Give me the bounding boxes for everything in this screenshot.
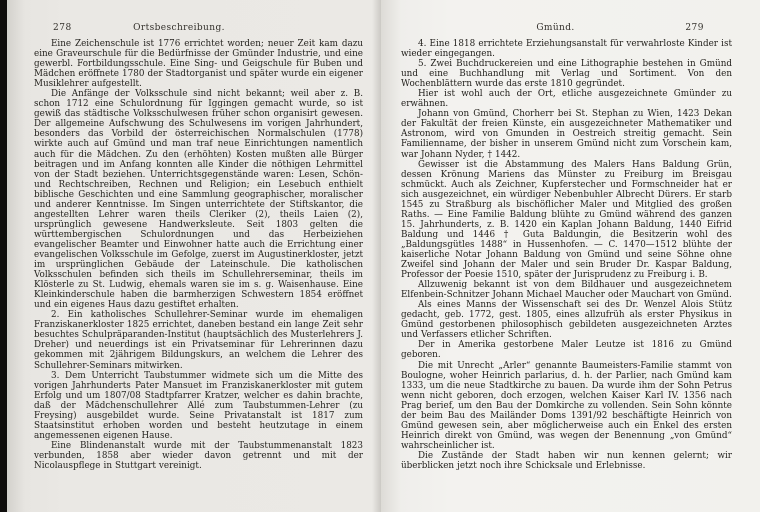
right-page <box>381 0 760 512</box>
book-binding-edge <box>0 0 7 512</box>
paragraph: Die mit Unrecht „Arler“ genannte Baumeisters-Familie stammt von Boulogne, woher Heinrich parlarius, d. h. der Parlier, nach Gmünd kam 1333, um die neue Stadtkirche zu bauen. Da wurde ihm der Sohn Petrus wenn nicht geboren, doch erzogen, welchen Kaiser Karl IV. 1356 nach Prag berief, um den Bau der Domkirche zu vollenden. Sein Sohn könnte der beim Bau des Mailänder Doms 1391/92 beschäftigte Heinrich von Gmünd gewesen sein, aber möglicherweise auch ein Enkel des ersten Heinrich direkt von Gmünd, was wegen der Benennung „von Gmünd“ wahrscheinlicher ist. <box>401 360 732 451</box>
paragraph: Johann von Gmünd, Chorherr bei St. Stephan zu Wien, 1423 Dekan der Fakultät der freien Künste, ein ausgezeichneter Mathematiker und Astronom, wird von Gmunden in Oestreich streitig gemacht. Sein Familienname, der bisher in unserem Gmünd nicht zum Vorschein kam, war Johann Nyder, † 1442. <box>401 109 732 160</box>
left-running-title: Ortsbeschreibung. <box>133 23 225 33</box>
right-running-title: Gmünd. <box>536 23 575 33</box>
paragraph: Eine Zeichenschule ist 1776 errichtet worden; neuer Zeit kam dazu eine Graveurschule für die Bedürfnisse der Gmünder Industrie, und eine gewerbl. Fortbildungsschule. Eine Sing- und Geigschule für Buben und Mädchen eröffnete 1780 der Stadtorganist und später wurde ein eigener Musiklehrer aufgestellt. <box>34 39 363 90</box>
paragraph: Eine Blindenanstalt wurde mit der Taubstummenanstalt 1823 verbunden, 1858 aber wieder davon getrennt und mit der Nicolauspflege in Stuttgart vereinigt. <box>34 440 363 471</box>
paragraph: Die Zustände der Stadt haben wir nun kennen gelernt; wir überblicken jetzt noch ihre Schicksale und Erlebnisse. <box>401 450 732 471</box>
left-page <box>7 0 381 512</box>
right-running-header <box>381 23 760 35</box>
right-page-number: 279 <box>685 23 704 33</box>
paragraph: 5. Zwei Buchdruckereien und eine Lithographie bestehen in Gmünd und eine Buchhandlung mit Verlag und Sortiment. Von den Wochenblättern wurde das erste 1810 gegründet. <box>401 59 732 90</box>
left-page-number: 278 <box>53 23 72 33</box>
paragraph: 3. Dem Unterricht Taubstummer widmete sich um die Mitte des vorigen Jahrhunderts Pater Mansuet im Franziskanerkloster mit gutem Erfolg und um 1807/08 Stadtpfarrer Kratzer, welcher es dahin brachte, daß der Mädchenschullehrer Allé zum Taubstummen-Lehrer (zu Freysing) ausgebildet wurde. Seine Privatanstalt ist 1817 zum Staatsinstitut erhoben worden und besteht heutzutage in einem angemessenen eigenen Hause. <box>34 370 363 441</box>
paragraph: 4. Eine 1818 errichtete Erziehungsanstalt für verwahrloste Kinder ist wieder eingegangen. <box>401 39 732 60</box>
paragraph: Hier ist wohl auch der Ort, etliche ausgezeichnete Gmünder zu erwähnen. <box>401 89 732 110</box>
right-text-block <box>401 39 732 471</box>
paragraph: 2. Ein katholisches Schullehrer-Seminar wurde im ehemaligen Franziskanerkloster 1825 errichtet, daneben bestand ein lange Zeit sehr besuchtes Schulpräparanden-Institut (hauptsächlich des Musterlehrers J. Dreher) und neuerdings ist ein Privatseminar für Lehrerinnen dazu gekommen mit 2jährigem Bildungskurs, an welchem die Lehrer des Schullehrer-Seminars mitwirken. <box>34 310 363 371</box>
paragraph: Gewisser ist die Abstammung des Malers Hans Baldung Grün, dessen Krönung Mariens das Münster zu Freiburg im Breisgau schmückt. Auch als Zeichner, Kupferstecher und Formschneider hat er sich ausgezeichnet, ein würdiger Nebenbuhler Albrecht Dürers. Er starb 1545 zu Straßburg als bischöflicher Maler und Mitglied des großen Raths. — Eine Familie Baldung blühte zu Gmünd während des ganzen 15. Jahrhunderts, z. B. 1420 ein Kaplan Johann Baldung, 1440 Eifrid Baldung und 1446 † Guta Baldungin, die Besitzerin wohl des „Baldungsgütles 1488“ in Hussenhofen. — C. 1470—1512 blühte der kaiserliche Notar Johann Baldung von Gmünd und seine Söhne ohne Zweifel sind Johann der Maler und sein Bruder Dr. Kaspar Baldung, Professor der Poesie 1510, später der Jurisprudenz zu Freiburg i. B. <box>401 159 732 281</box>
paragraph: Die Anfänge der Volksschule sind nicht bekannt; weil aber z. B. schon 1712 eine Schulordnung für Iggingen gemacht wurde, so ist gewiß das städtische Volksschulwesen früher schon organisirt gewesen. Der allgemeine Aufschwung des Schulwesens im vorigen Jahrhundert, besonders das Vorbild der österreichischen Normalschulen (1778) wirkte auch auf Gmünd und man traf neue Einrichtungen namentlich auch für die Mädchen. Zu den (erhöhten) Kosten mußten alle Bürger beitragen und im Anfang konnten alle Kinder die nöthigen Lehrmittel von der Stadt beziehen. Unterrichtsgegenstände waren: Lesen, Schön- und Rechtschreiben, Rechnen und Religion; ein Lesebuch enthielt biblische Geschichten und eine Sammlung geographischer, moralischer und anderer Kenntnisse. Im Singen unterrichtete der Stiftskantor, die angestellten Lehrer waren theils Cleriker (2), theils Laien (2), ursprünglich gewesene Handwerksleute. Seit 1803 gelten die württembergischen Schulordnungen und das Herbeiziehen evangelischer Beamter und Einwohner hatte auch die Errichtung einer evangelischen Volksschule im Gefolge, zuerst im Augustinerkloster, jetzt im ursprünglichen Gebäude der Lateinschule. Die katholischen Volksschulen befinden sich theils im Schullehrerseminar, theils im Klösterle zu St. Ludwig, ehemals waren sie im s. g. Waisenhause. Eine Kleinkinderschule haben die barmherzigen Schwestern 1854 eröffnet und ein eigenes Haus dazu gestiftet erhalten. <box>34 89 363 311</box>
left-running-header <box>7 23 381 35</box>
paragraph: Der in Amerika gestorbene Maler Leutze ist 1816 zu Gmünd geboren. <box>401 340 732 361</box>
left-text-block <box>34 39 363 471</box>
paragraph: Allzuwenig bekannt ist von dem Bildhauer und ausgezeichnetem Elfenbein-Schnitzer Johann Michael Maucher oder Mauchart von Gmünd. <box>401 280 732 301</box>
paragraph: Als eines Manns der Wissenschaft sei des Dr. Wenzel Alois Stütz gedacht, geb. 1772, gest. 1805, eines allzufrüh als erster Physikus in Gmünd gestorbenen philosophisch gebildeten ausgezeichneten Arztes und Verfassers etlicher Schriften. <box>401 300 732 341</box>
